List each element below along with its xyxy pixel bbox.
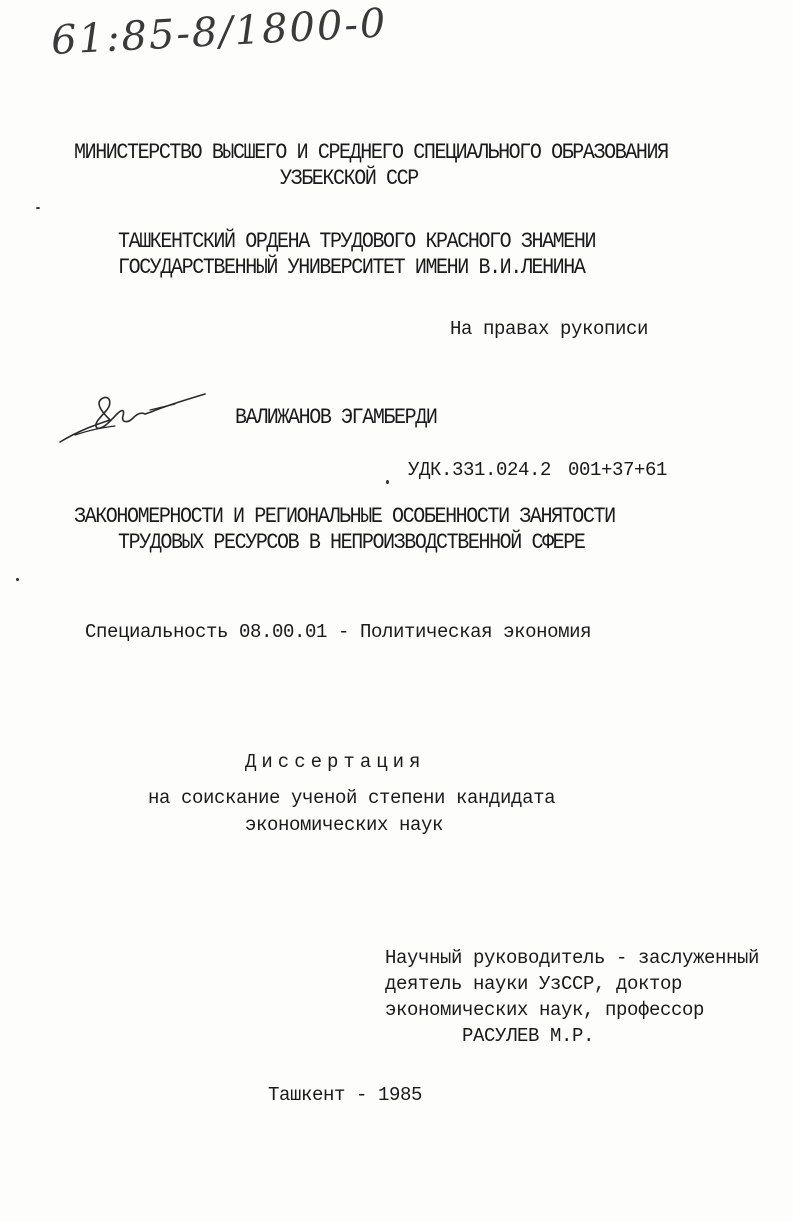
dissertation-line-2: экономических наук — [245, 814, 444, 836]
title-line-2: ТРУДОВЫХ РЕСУРСОВ В НЕПРОИЗВОДСТВЕННОЙ СФЕРЕ — [118, 530, 585, 556]
title-line-1: ЗАКОНОМЕРНОСТИ И РЕГИОНАЛЬНЫЕ ОСОБЕННОСТИ ЗАНЯТОСТИ — [74, 504, 615, 530]
ministry-line-2: УЗБЕКСКОЙ ССР — [280, 166, 418, 192]
scan-speck — [16, 578, 19, 581]
ministry-line-1: МИНИСТЕРСТВО ВЫСШЕГО И СРЕДНЕГО СПЕЦИАЛЬНОГО ОБРАЗОВАНИЯ — [74, 140, 668, 166]
dissertation-heading: Диссертация — [245, 751, 426, 773]
archive-stamp-mark: 61:85-8/1800-0 — [50, 0, 389, 64]
manuscript-note: На правах рукописи — [450, 318, 649, 340]
dissertation-line-1: на соискание ученой степени кандидата — [148, 787, 556, 809]
university-line-1: ТАШКЕНТСКИЙ ОРДЕНА ТРУДОВОГО КРАСНОГО ЗНАМЕНИ — [118, 229, 596, 255]
place-year: Ташкент - 1985 — [268, 1084, 423, 1106]
udc-code: УДК.331.024.2 — [408, 459, 552, 481]
university-line-2: ГОСУДАРСТВЕННЫЙ УНИВЕРСИТЕТ ИМЕНИ В.И.ЛЕНИНА — [118, 255, 585, 281]
supervisor-line-3: экономических наук, профессор — [385, 999, 705, 1021]
supervisor-line-2: деятель науки УзССР, доктор — [385, 973, 683, 995]
handwritten-signature — [55, 390, 215, 450]
udc-extra: 001+37+61 — [568, 459, 668, 481]
scan-speck — [36, 207, 40, 209]
supervisor-line-1: Научный руководитель - заслуженный — [385, 947, 760, 969]
specialty-line: Специальность 08.00.01 - Политическая экономия — [85, 621, 592, 643]
scan-speck — [386, 480, 389, 484]
supervisor-line-4: РАСУЛЕВ М.Р. — [462, 1025, 595, 1047]
author-name: ВАЛИЖАНОВ ЭГАМБЕРДИ — [235, 405, 437, 431]
